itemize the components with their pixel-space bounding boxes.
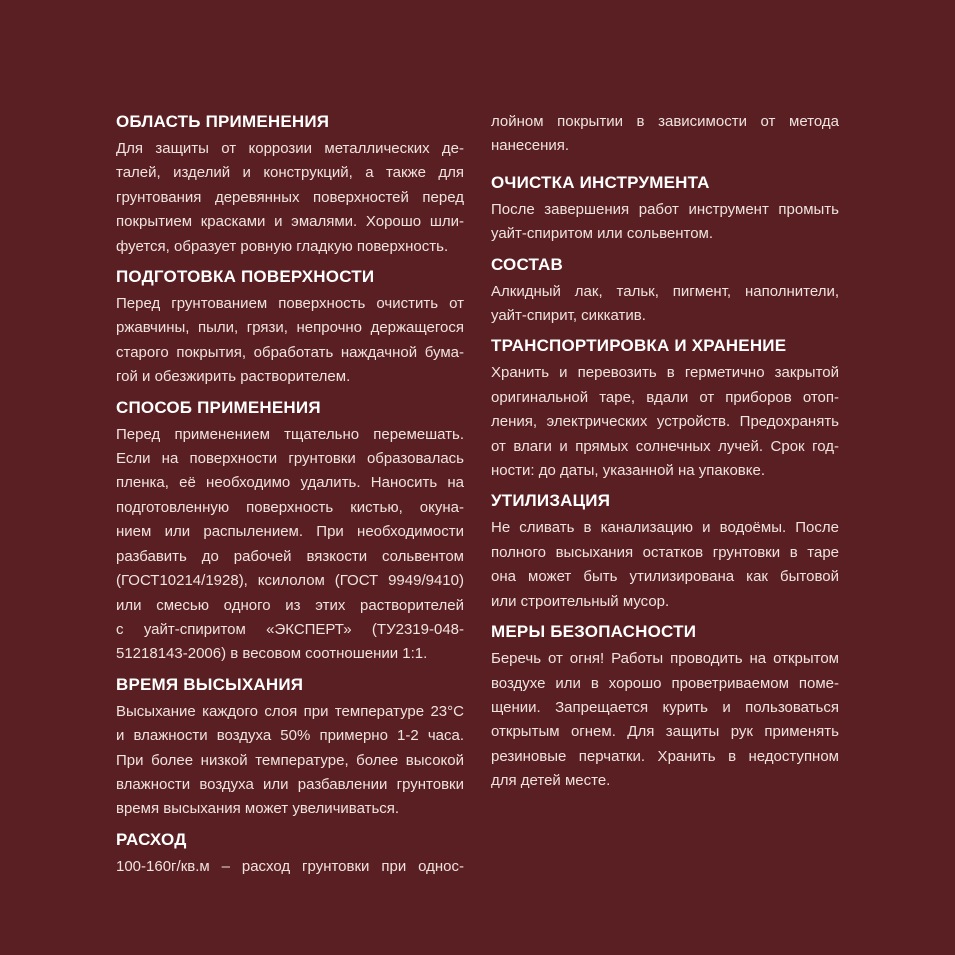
section-disposal bbox=[491, 489, 839, 614]
section-heading: МЕРЫ БЕЗОПАСНОСТИ bbox=[491, 622, 697, 642]
section-heading: СОСТАВ bbox=[491, 254, 563, 274]
section-heading: УТИЛИЗАЦИЯ bbox=[491, 491, 611, 511]
text-line: 51218143-2006) в весовом соотношении 1:1. bbox=[116, 645, 428, 663]
text-line: она может быть утилизирована как бытовой bbox=[491, 568, 839, 586]
text-line: Перед грунтованием поверхность очистить от bbox=[116, 295, 464, 313]
text-line: открытым огнем. Для защиты рук применять bbox=[491, 723, 839, 741]
text-line: После завершения работ инструмент промыть bbox=[491, 200, 839, 218]
text-line: Хранить и перевозить в герметично закрытой bbox=[491, 364, 839, 382]
right-column bbox=[491, 110, 839, 800]
section-consumption-continued bbox=[491, 110, 839, 159]
text-line: При более низкой температуре, более высокой bbox=[116, 751, 464, 769]
text-line: (ГОСТ10214/1928), ксилолом (ГОСТ 9949/9410) bbox=[116, 572, 464, 590]
section-heading: ТРАНСПОРТИРОВКА И ХРАНЕНИЕ bbox=[491, 336, 787, 356]
text-line: уайт-спирит, сиккатив. bbox=[491, 307, 646, 325]
section-text bbox=[491, 280, 839, 329]
text-line: ления, электрических устройств. Предохранять bbox=[491, 413, 839, 431]
text-line: или смесью одного из этих растворителей bbox=[116, 596, 464, 614]
text-line: грунтования деревянных поверхностей перед bbox=[116, 188, 464, 206]
section-heading: ВРЕМЯ ВЫСЫХАНИЯ bbox=[116, 674, 304, 694]
text-line: резиновые перчатки. Хранить в недоступном bbox=[491, 747, 839, 765]
section-text bbox=[491, 110, 839, 159]
section-heading: ОБЛАСТЬ ПРИМЕНЕНИЯ bbox=[116, 112, 330, 131]
text-line: разбавить до рабочей вязкости сольвентом bbox=[116, 547, 464, 565]
text-line: Для защиты от коррозии металлических де- bbox=[116, 140, 464, 157]
text-line: гой и обезжирить растворителем. bbox=[116, 368, 351, 386]
section-text bbox=[491, 361, 839, 483]
section-heading: ОЧИСТКА ИНСТРУМЕНТА bbox=[491, 172, 710, 192]
text-line: Беречь от огня! Работы проводить на открытом bbox=[491, 650, 839, 668]
text-line: лойном покрытии в зависимости от метода bbox=[491, 113, 839, 130]
section-text bbox=[491, 198, 839, 247]
section-text bbox=[491, 647, 839, 793]
text-line: покрытием красками и эмалями. Хорошо шли- bbox=[116, 213, 464, 231]
section-heading: СПОСОБ ПРИМЕНЕНИЯ bbox=[116, 397, 321, 417]
text-line: ности: до даты, указанной на упаковке. bbox=[491, 462, 766, 480]
section-surface-preparation bbox=[116, 265, 464, 390]
text-line: нанесения. bbox=[491, 137, 570, 155]
section-drying-time bbox=[116, 673, 464, 822]
text-line: уайт-спиритом или сольвентом. bbox=[491, 225, 714, 243]
text-line: от влаги и прямых солнечных лучей. Срок год- bbox=[491, 437, 839, 455]
text-line: оригинальной таре, вдали от приборов отоп- bbox=[491, 388, 839, 406]
text-line: время высыхания может увеличиваться. bbox=[116, 800, 400, 818]
section-safety-measures bbox=[491, 620, 839, 793]
text-line: полного высыхания остатков грунтовки в таре bbox=[491, 543, 839, 561]
section-heading: РАСХОД bbox=[116, 829, 187, 849]
section-tool-cleaning bbox=[491, 171, 839, 247]
section-heading: ПОДГОТОВКА ПОВЕРХНОСТИ bbox=[116, 267, 375, 287]
text-line: и влажности воздуха 50% примерно 1-2 часа. bbox=[116, 727, 464, 745]
section-application-method bbox=[116, 396, 464, 667]
section-text bbox=[116, 700, 464, 822]
section-text bbox=[116, 855, 464, 879]
text-line: или строительный мусор. bbox=[491, 592, 670, 610]
text-line: для детей месте. bbox=[491, 772, 611, 790]
section-transport-storage bbox=[491, 334, 839, 483]
text-line: старого покрытия, обработать наждачной бума- bbox=[116, 343, 464, 361]
text-line: Не сливать в канализацию и водоёмы. После bbox=[491, 519, 839, 537]
left-column bbox=[116, 110, 464, 885]
text-line: фуется, образует ровную гладкую поверхность. bbox=[116, 237, 449, 255]
text-line: Перед применением тщательно перемешать. bbox=[116, 425, 464, 443]
text-line: с уайт-спиритом «ЭКСПЕРТ» (ТУ2319-048- bbox=[116, 620, 464, 638]
text-line: ржавчины, пыли, грязи, непрочно держащегося bbox=[116, 319, 464, 337]
section-area-of-use bbox=[116, 110, 464, 259]
text-line: подготовленную поверхность кистью, окуна- bbox=[116, 498, 464, 516]
text-line: воздухе или в хорошо проветриваемом поме- bbox=[491, 674, 839, 692]
section-text bbox=[116, 423, 464, 667]
section-text bbox=[116, 292, 464, 390]
section-consumption bbox=[116, 828, 464, 879]
text-line: пленка, её необходимо удалить. Наносить на bbox=[116, 474, 464, 492]
section-composition bbox=[491, 253, 839, 329]
text-line: Высыхание каждого слоя при температуре 23°С bbox=[116, 702, 464, 720]
text-line: Если на поверхности грунтовки образовалась bbox=[116, 450, 464, 468]
section-text bbox=[491, 516, 839, 614]
text-line: нием или распылением. При необходимости bbox=[116, 523, 464, 541]
text-line: щении. Запрещается курить и пользоваться bbox=[491, 698, 839, 716]
text-line: Алкидный лак, тальк, пигмент, наполнители, bbox=[491, 282, 839, 300]
text-line: талей, изделий и конструкций, а также для bbox=[116, 164, 464, 182]
text-line: влажности воздуха или разбавлении грунтовки bbox=[116, 775, 464, 793]
section-text bbox=[116, 137, 464, 259]
text-line: 100-160г/кв.м – расход грунтовки при однос- bbox=[116, 857, 464, 875]
